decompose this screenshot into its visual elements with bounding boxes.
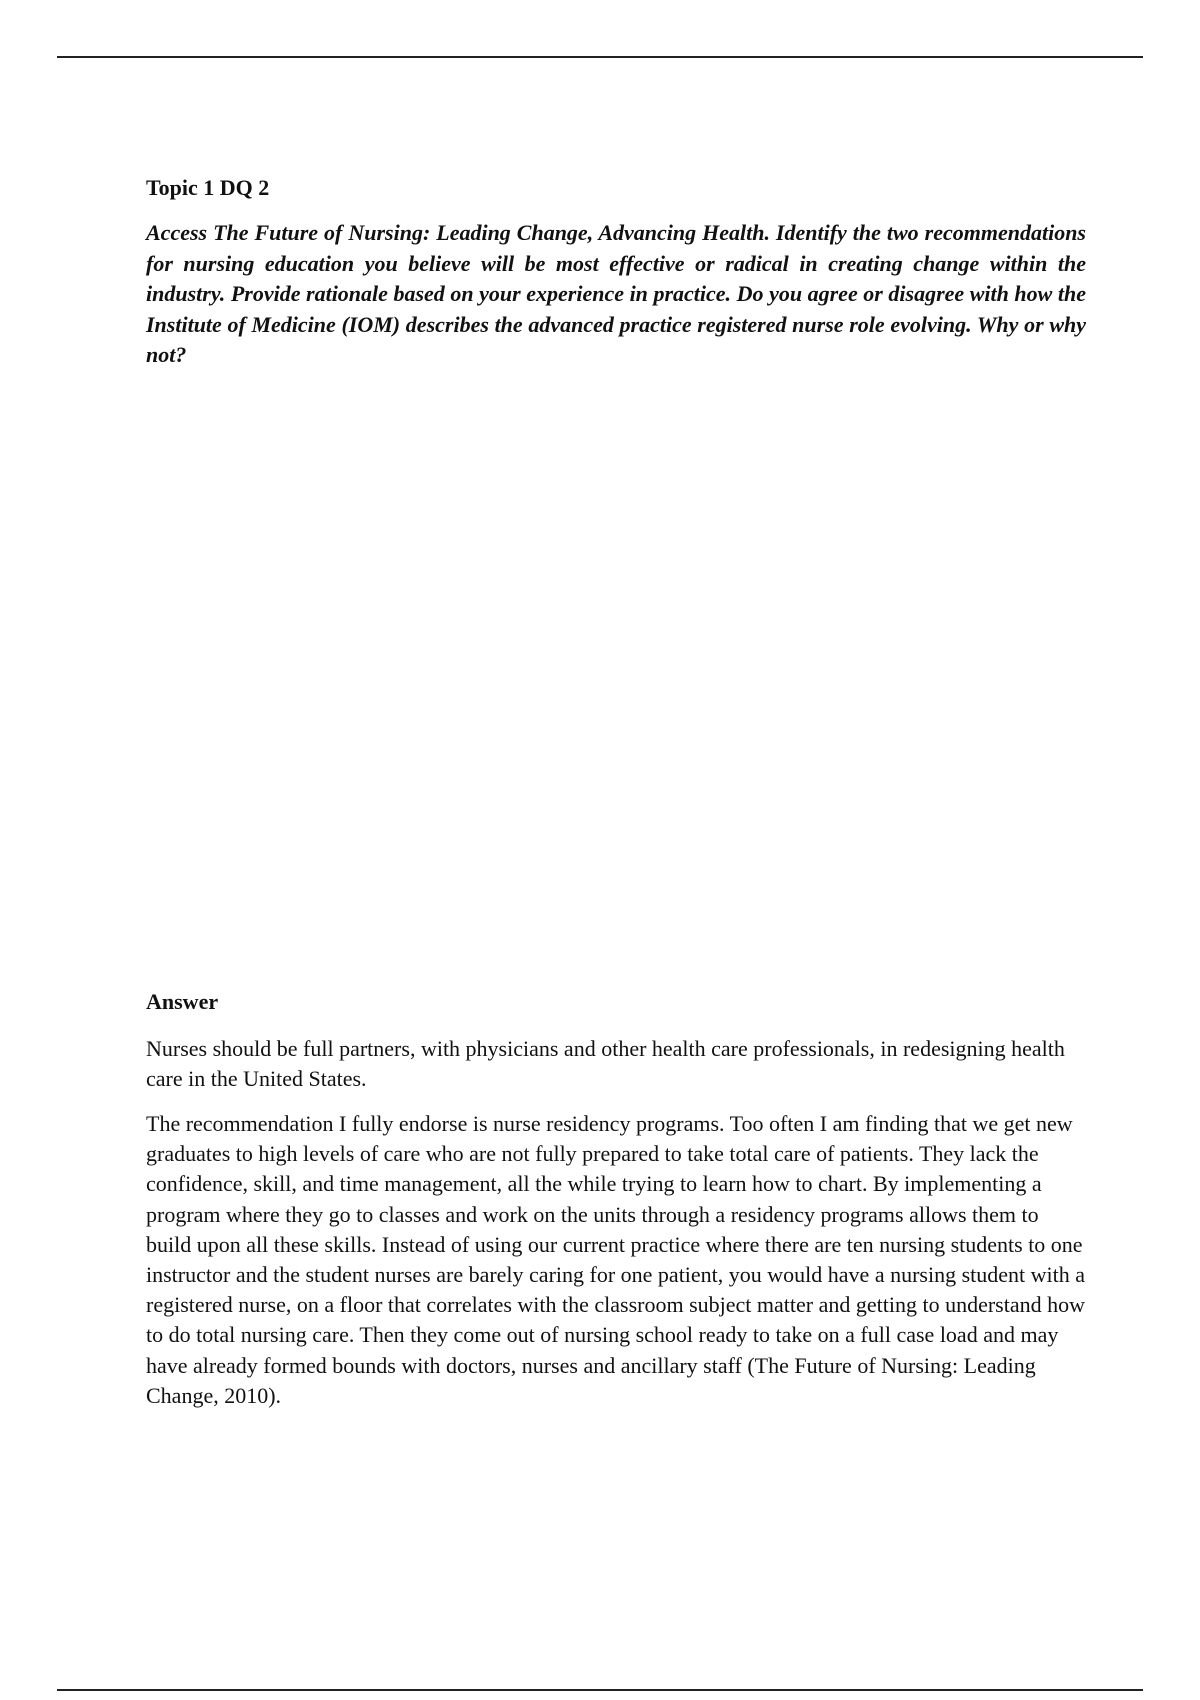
topic-title: Topic 1 DQ 2 [146, 175, 270, 200]
header-rule [57, 56, 1143, 58]
answer-paragraph-2: The recommendation I fully endorse is nurse residency programs. Too often I am finding that we get new graduates to high levels of care who are not fully prepared to take total care of patients. They lack the confidence, skill, and time management, all the while trying to learn how to chart. By implementing a program where they go to classes and work on the units through a residency programs allows them to build upon all these skills. Instead of using our current practice where there are ten nursing students to one instructor and the student nurses are barely caring for one patient, you would have a nursing student with a registered nurse, on a floor that correlates with the classroom subject matter and getting to understand how to do total nursing care. Then they come out of nursing school ready to take on a full case load and may have already formed bounds with doctors, nurses and ancillary staff (The Future of Nursing: Leading Change, 2010). [146, 1111, 1086, 1408]
answer-heading: Answer [146, 989, 219, 1014]
footer-rule [57, 1689, 1143, 1691]
answer-paragraph-1: Nurses should be full partners, with physicians and other health care professionals, in redesigning health care in the United States. [146, 1036, 1065, 1092]
discussion-prompt: Access The Future of Nursing: Leading Change, Advancing Health. Identify the two recommendations for nursing education you believe will be most effective or radical in creating change within the industry. Provide rationale based on your experience in practice. Do you agree or disagree with how the Institute of Medicine (IOM) describes the advanced practice registered nurse role evolving. Why or why not? [146, 220, 1086, 367]
